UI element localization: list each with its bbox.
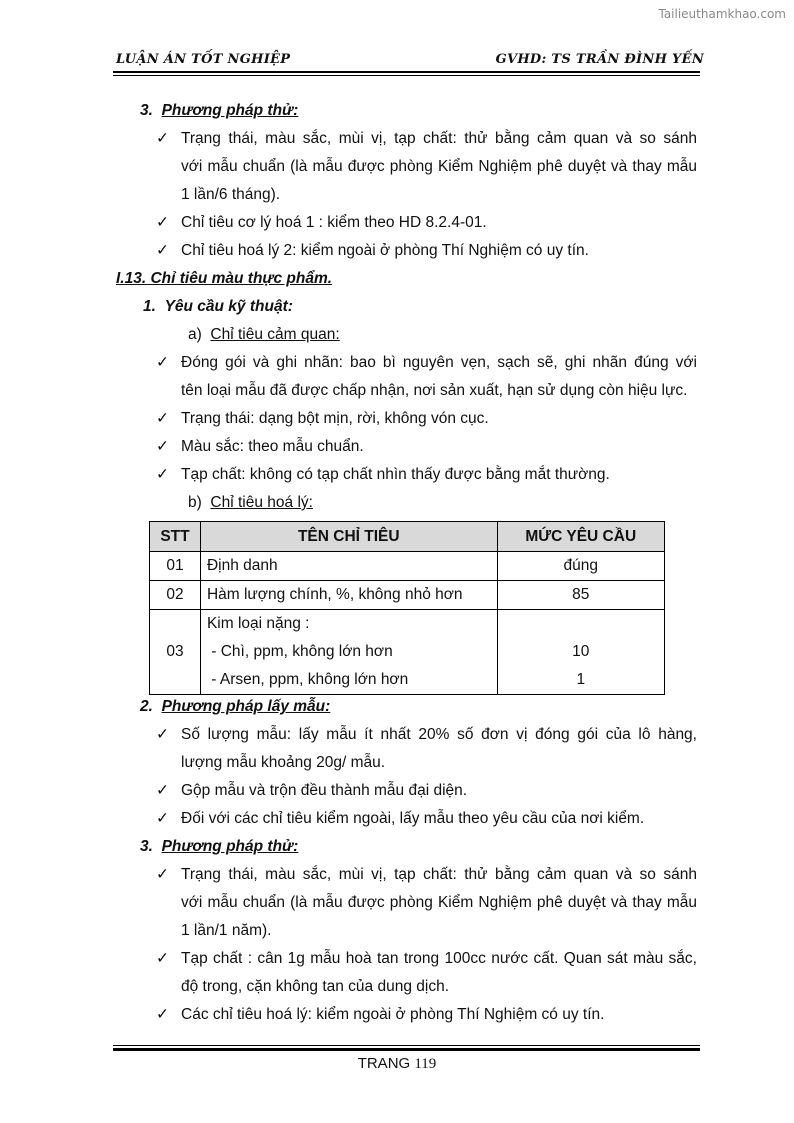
list-item-continued: độ trong, cặn không tan của dung dịch. — [181, 978, 450, 995]
cell-value: 85 — [497, 581, 664, 610]
table-row — [150, 552, 665, 581]
cell-name: Hàm lượng chính, %, không nhỏ hơn — [200, 581, 497, 610]
check-icon: ✓ — [156, 1006, 169, 1023]
cell-value: đúng — [497, 552, 664, 581]
list-item: ✓ Đối với các chỉ tiêu kiểm ngoài, lấy mẫu theo yêu cầu của nơi kiểm. — [0, 805, 794, 833]
subheading: b) Chỉ tiêu hoá lý: — [188, 494, 313, 511]
check-icon: ✓ — [156, 950, 169, 967]
list-item: ✓ Chỉ tiêu hoá lý 2: kiểm ngoài ở phòng Thí Nghiệm có uy tín. — [0, 237, 794, 265]
list-item: ✓ Tạp chất: không có tạp chất nhìn thấy được bằng mắt thường. — [0, 461, 794, 489]
section-heading: 1. Yêu cầu kỹ thuật: — [143, 298, 293, 315]
list-item: ✓ Các chỉ tiêu hoá lý: kiểm ngoài ở phòng Thí Nghiệm có uy tín. — [0, 1001, 794, 1029]
list-item-continued: với mẫu chuẩn (là mẫu được phòng Kiểm Nghiệm phê duyệt và thay mẫu — [181, 894, 697, 911]
header-rule — [113, 71, 700, 73]
page-content-lower — [0, 693, 794, 1029]
check-icon: ✓ — [156, 438, 169, 455]
check-icon: ✓ — [156, 726, 169, 743]
check-icon: ✓ — [156, 242, 169, 259]
section-heading: 3. Phương pháp thử: — [140, 838, 299, 855]
check-icon: ✓ — [156, 130, 169, 147]
cell-stt: 03 — [150, 610, 201, 695]
col-header-name: TÊN CHỈ TIÊU — [200, 522, 497, 552]
cell-value: 10 1 — [497, 610, 664, 695]
spec-table — [149, 521, 665, 695]
list-item-continued: với mẫu chuẩn (là mẫu được phòng Kiểm Nghiệm phê duyệt và thay mẫu — [181, 158, 697, 175]
list-item: ✓ Số lượng mẫu: lấy mẫu ít nhất 20% số đơn vị đóng gói của lô hàng, — [0, 721, 794, 749]
page-number: TRANG 119 — [357, 1055, 437, 1072]
chapter-heading: I.13. Chỉ tiêu màu thực phẩm. — [116, 270, 333, 287]
col-header-requirement: MỨC YÊU CẦU — [497, 522, 664, 552]
list-item: ✓ Tạp chất : cân 1g mẫu hoà tan trong 100cc nước cất. Quan sát màu sắc, — [0, 945, 794, 973]
list-item: ✓ Trạng thái: dạng bột mịn, rời, không vón cục. — [0, 405, 794, 433]
list-item: ✓ Đóng gói và ghi nhãn: bao bì nguyên vẹn, sạch sẽ, ghi nhãn đúng với — [0, 349, 794, 377]
header-thesis-title: LUẬN ÁN TỐT NGHIỆP — [116, 52, 291, 67]
footer-rule — [113, 1048, 700, 1051]
table-row — [150, 581, 665, 610]
check-icon: ✓ — [156, 214, 169, 231]
check-icon: ✓ — [156, 810, 169, 827]
section-heading: 3. Phương pháp thử: — [140, 102, 299, 119]
list-item-continued: 1 lần/6 tháng). — [181, 186, 281, 203]
check-icon: ✓ — [156, 866, 169, 883]
check-icon: ✓ — [156, 410, 169, 427]
list-item: ✓ Gộp mẫu và trộn đều thành mẫu đại diện. — [0, 777, 794, 805]
check-icon: ✓ — [156, 782, 169, 799]
list-item: ✓ Trạng thái, màu sắc, mùi vị, tạp chất: thử bằng cảm quan và so sánh — [0, 125, 794, 153]
list-item-continued: lượng mẫu khoảng 20g/ mẫu. — [181, 754, 386, 771]
list-item-continued: 1 lần/1 năm). — [181, 922, 272, 939]
list-item: ✓ Màu sắc: theo mẫu chuẩn. — [0, 433, 794, 461]
table-row — [150, 610, 665, 695]
header-advisor: GVHD: TS TRẦN ĐÌNH YẾN — [495, 52, 704, 67]
list-item: ✓ Trạng thái, màu sắc, mùi vị, tạp chất: thử bằng cảm quan và so sánh — [0, 861, 794, 889]
col-header-stt: STT — [150, 522, 201, 552]
footer-rule-thin — [113, 1045, 700, 1046]
check-icon: ✓ — [156, 354, 169, 371]
cell-name: Kim loại nặng : - Chì, ppm, không lớn hơn - Arsen, ppm, không lớn hơn — [200, 610, 497, 695]
check-icon: ✓ — [156, 466, 169, 483]
list-item-continued: tên loại mẫu đã được chấp nhận, nơi sản xuất, hạn sử dụng còn hiệu lực. — [181, 382, 688, 399]
subheading: a) Chỉ tiêu cảm quan: — [188, 326, 340, 343]
cell-name: Định danh — [200, 552, 497, 581]
list-item: ✓ Chỉ tiêu cơ lý hoá 1 : kiểm theo HD 8.2.4-01. — [0, 209, 794, 237]
cell-stt: 01 — [150, 552, 201, 581]
section-heading: 2. Phương pháp lấy mẫu: — [140, 698, 331, 715]
cell-stt: 02 — [150, 581, 201, 610]
header-rule-thin — [113, 75, 700, 76]
watermark: Tailieuthamkhao.com — [658, 7, 786, 21]
table-header-row — [150, 522, 665, 552]
page-content — [0, 97, 794, 688]
